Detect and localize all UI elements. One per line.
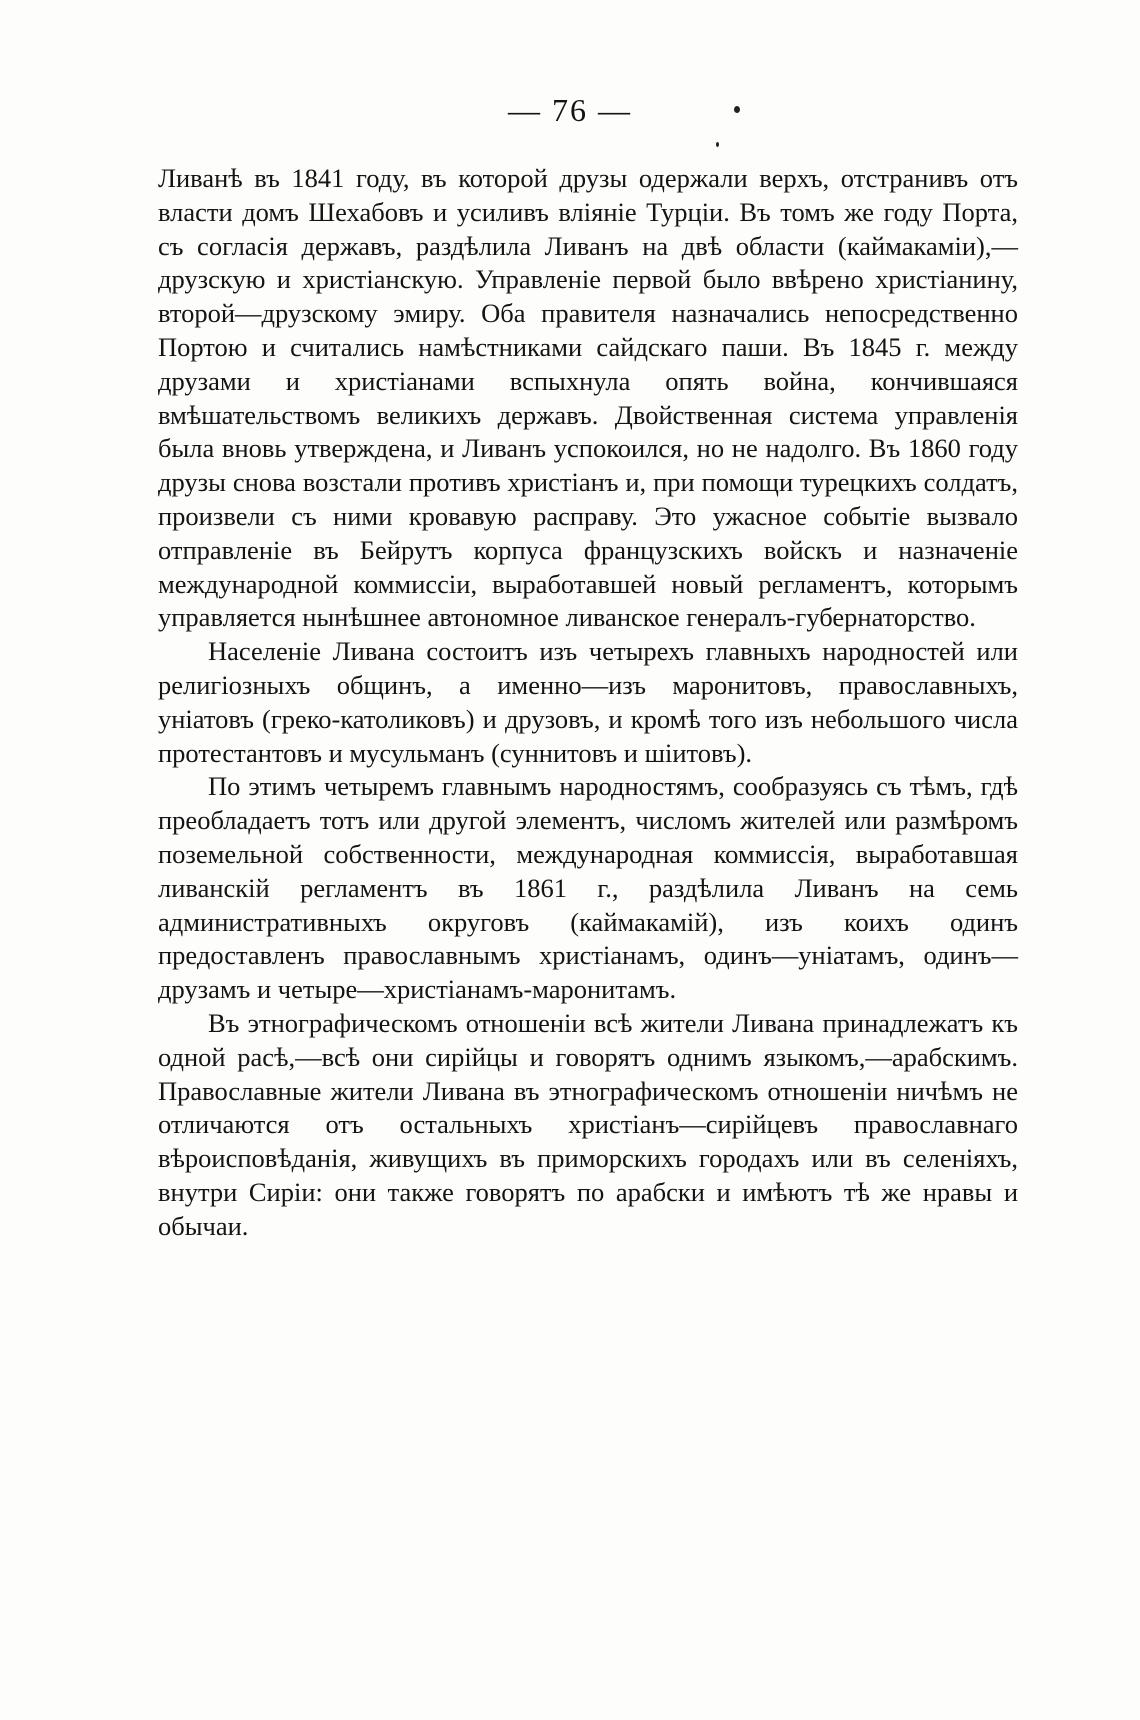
- paragraph-ethnography: Въ этнографическомъ отношеніи всѣ жители Ливана принадлежатъ къ одной расѣ,—всѣ они сирійцы и говорятъ однимъ языкомъ,—арабскимъ. Православные жители Ливана въ этнографическомъ отношеніи ничѣмъ не отличаются отъ остальныхъ христіанъ—сирійцевъ православнаго вѣроисповѣданія, живущихъ въ приморскихъ городахъ или въ селеніяхъ, внутри Сиріи: они также говорятъ по арабски и имѣютъ тѣ же нравы и обычаи.: [158, 1007, 1018, 1241]
- body-text: [158, 162, 1018, 1244]
- ink-speck: [716, 142, 719, 147]
- page-number: — 76 —: [508, 92, 632, 128]
- paragraph-districts: По этимъ четыремъ главнымъ народностямъ, сообразуясь съ тѣмъ, гдѣ преобладаетъ тотъ или другой элементъ, числомъ жителей или размѣромъ поземельной собственности, международная коммиссія, выработавшая ливанскій регламентъ въ 1861 г., раздѣлила Ливанъ на семь административныхъ округовъ (каймакамій), изъ коихъ одинъ предоставленъ православнымъ христіанамъ, одинъ—уніатамъ, одинъ—друзамъ и четыре—христіанамъ-маронитамъ.: [158, 771, 1018, 1005]
- ink-speck: [734, 106, 740, 113]
- paragraph-history: Ливанѣ въ 1841 году, въ которой друзы одержали верхъ, отстранивъ отъ власти домъ Шехабовъ и усиливъ вліяніе Турціи. Въ томъ же году Порта, съ согласія державъ, раздѣлила Ливанъ на двѣ области (каймакаміи),—друзскую и христіанскую. Управленіе первой было ввѣрено христіанину, второй—друзскому эмиру. Оба правителя назначались непосредственно Портою и считались намѣстниками сайдскаго паши. Въ 1845 г. между друзами и христіанами вспыхнула опять война, кончившаяся вмѣшательствомъ великихъ державъ. Двойственная система управленія была вновь утверждена, и Ливанъ успокоился, но не надолго. Въ 1860 году друзы снова возстали противъ христіанъ и, при помощи турецкихъ солдатъ, произвели съ ними кровавую расправу. Это ужасное событіе вызвало отправленіе въ Бейрутъ корпуса французскихъ войскъ и назначеніе международной коммиссіи, выработавшей новый регламентъ, которымъ управляется нынѣшнее автономное ливанское генералъ-губернаторство.: [158, 163, 1018, 633]
- paragraph-population: Населеніе Ливана состоитъ изъ четырехъ главныхъ народностей или религіозныхъ общинъ, а именно—изъ маронитовъ, православныхъ, уніатовъ (греко-католиковъ) и друзовъ, и кромѣ того изъ небольшого числа протестантовъ и мусульманъ (суннитовъ и шіитовъ).: [158, 636, 1018, 768]
